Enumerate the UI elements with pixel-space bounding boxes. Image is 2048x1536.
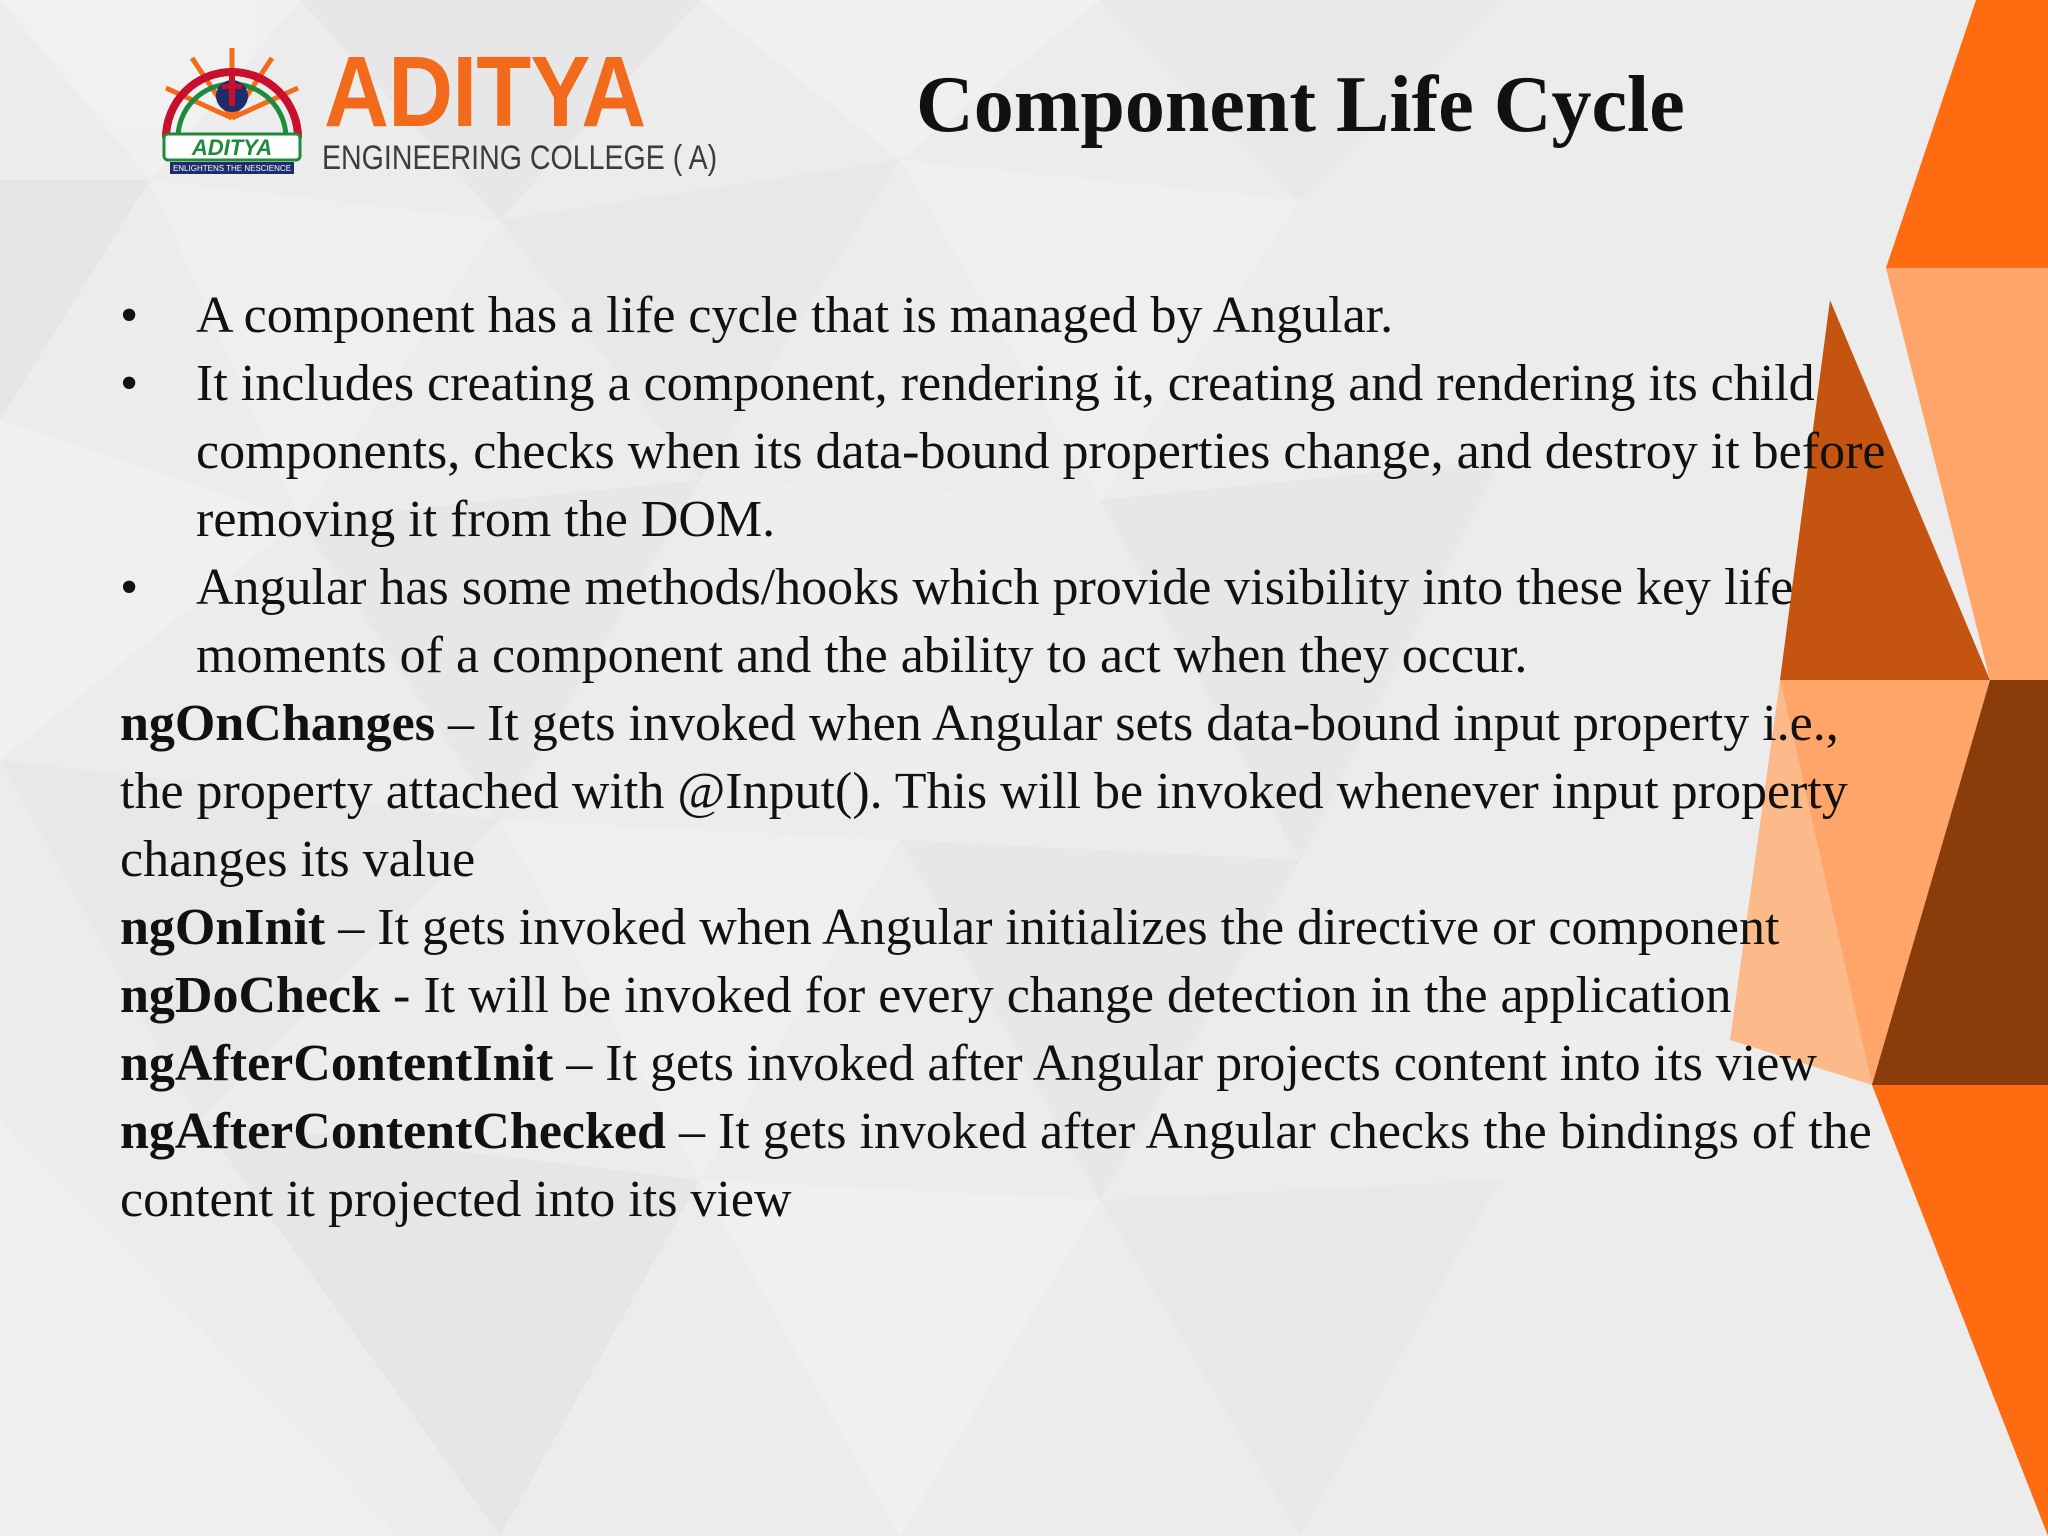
bullet-icon: • [120,287,139,344]
hook-item [120,1030,1910,1098]
hook-item [120,1098,1910,1234]
hook-description: – It gets invoked after Angular checks the bindings of the content it projected into its view [120,1103,1872,1228]
college-emblem-icon [152,38,312,178]
emblem-tagline: ENLIGHTENS THE NESCIENCE [172,164,292,173]
bullet-icon: • [120,355,139,412]
bullet-text: A component has a life cycle that is managed by Angular. [196,287,1394,344]
hook-description: - It will be invoked for every change detection in the application [380,967,1732,1024]
hook-description: – It gets invoked after Angular projects content into its view [553,1035,1817,1092]
hook-name: ngOnInit [120,899,326,956]
bullet-item [120,350,1910,554]
bullet-text: Angular has some methods/hooks which provide visibility into these key life moments of a component and the ability to act when they occur. [196,559,1794,684]
bullet-list [120,282,1910,690]
bullet-item [120,554,1910,690]
bullet-item [120,282,1910,350]
hook-description: – It gets invoked when Angular sets data-bound input property i.e., the property attached with @Input(). This will be invoked whenever input property changes its value [120,695,1848,888]
hook-name: ngAfterContentChecked [120,1103,666,1160]
bullet-icon: • [120,559,139,616]
logo-name [324,36,646,148]
slide-body [120,282,1910,1234]
logo-subtitle: ENGINEERING COLLEGE ( A) [322,139,718,177]
emblem-text: ADITYA [191,135,273,160]
college-logo [152,36,718,186]
hook-name: ngAfterContentInit [120,1035,554,1092]
hook-list [120,690,1910,1234]
hook-name: ngDoCheck [120,967,381,1024]
hook-description: – It gets invoked when Angular initializes the directive or component [325,899,1780,956]
logo-name-text: ADITYA [324,36,646,148]
hook-item [120,894,1910,962]
hook-name: ngOnChanges [120,695,435,752]
slide-title: Component Life Cycle [916,61,1685,149]
hook-item [120,690,1910,894]
hook-item [120,962,1910,1030]
bullet-text: It includes creating a component, rendering it, creating and rendering its child components, checks when its data-bound properties change, and destroy it before removing it from the DOM. [196,355,1886,548]
